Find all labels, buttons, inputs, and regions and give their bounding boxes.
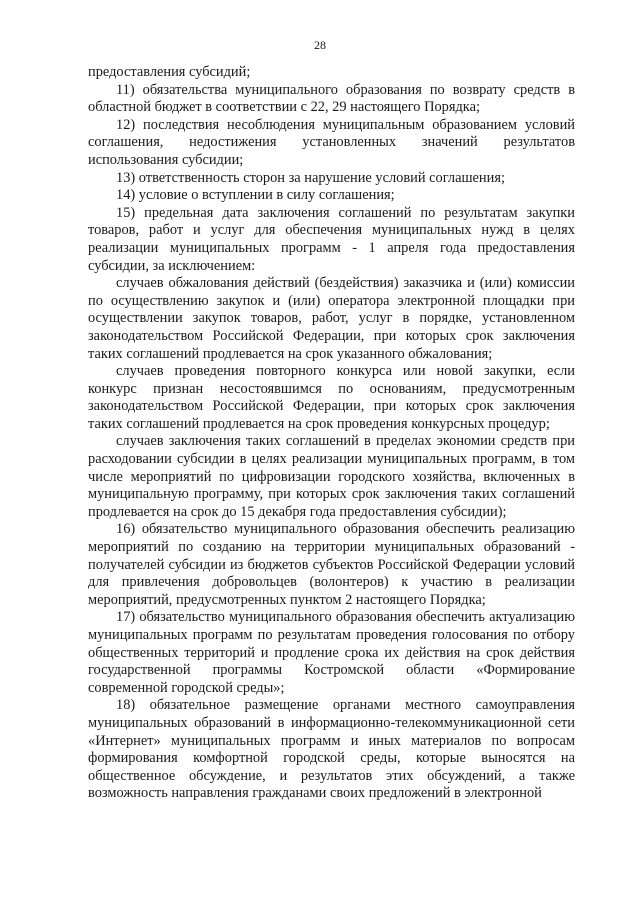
- paragraph-item-18: 18) обязательное размещение органами местного самоуправления муниципальных образований в информационно-телекоммуникационной сети «Интернет» муниципальных программ и иных материалов по вопросам формирования комфортной городской среды, которые выносятся на общественное обсуждение, и результатов этих обсуждений, а также возможность направления гражданами своих предложений в электронной: [88, 697, 575, 802]
- paragraph-item-17: 17) обязательство муниципального образования обеспечить актуализацию муниципальных программ по результатам проведения голосования по отбору общественных территорий и продление срока их действия на срок действия государственной программы Костромской области «Формирование современной городской среды»;: [88, 609, 575, 696]
- paragraph-exception-appeal: случаев обжалования действий (бездействия) заказчика и (или) комиссии по осуществлению закупок и (или) оператора электронной площадки при осуществлении закупок товаров, работ, услуг в порядке, установленном законодательством Российской Федерации, при которых срок заключения таких соглашений продлевается на срок указанного обжалования;: [88, 275, 575, 362]
- paragraph-item-12: 12) последствия несоблюдения муниципальным образованием условий соглашения, недостижения установленных значений результатов использования субсидии;: [88, 116, 575, 168]
- page-number: 28: [314, 38, 326, 52]
- paragraph-exception-savings: случаев заключения таких соглашений в пределах экономии средств при расходовании субсидии в целях реализации муниципальных программ, в том числе мероприятий по цифровизации городского хозяйства, включенных в муниципальную программу, при которых срок заключения таких соглашений продлевается на срок до 15 декабря года предоставления субсидии);: [88, 433, 575, 520]
- paragraph-continuation: предоставления субсидий;: [88, 64, 251, 80]
- paragraph-item-13: 13) ответственность сторон за нарушение условий соглашения;: [116, 169, 505, 186]
- paragraph-item-15: 15) предельная дата заключения соглашений по результатам закупки товаров, работ и услуг для обеспечения муниципальных нужд в целях реализации муниципальных программ - 1 апреля года предоставления субсидии, за исключением:: [88, 204, 575, 274]
- paragraph-item-16: 16) обязательство муниципального образования обеспечить реализацию мероприятий по созданию на территории муниципальных образований - получателей субсидии из бюджетов субъектов Российской Федерации условий для привлечения добровольцев (волонтеров) к участию в реализации мероприятий, предусмотренных пунктом 2 настоящего Порядка;: [88, 521, 575, 608]
- paragraph-exception-repeat-tender: случаев проведения повторного конкурса или новой закупки, если конкурс признан несостоявшимся по основаниям, предусмотренным законодательством Российской Федерации, при которых срок заключения таких соглашений продлевается на срок проведения конкурсных процедур;: [88, 363, 575, 432]
- paragraph-item-11: 11) обязательства муниципального образования по возврату средств в областной бюджет в соответствии с 22, 29 настоящего Порядка;: [88, 81, 575, 116]
- document-body: [88, 64, 575, 803]
- paragraph-item-14: 14) условие о вступлении в силу соглашения;: [116, 187, 395, 204]
